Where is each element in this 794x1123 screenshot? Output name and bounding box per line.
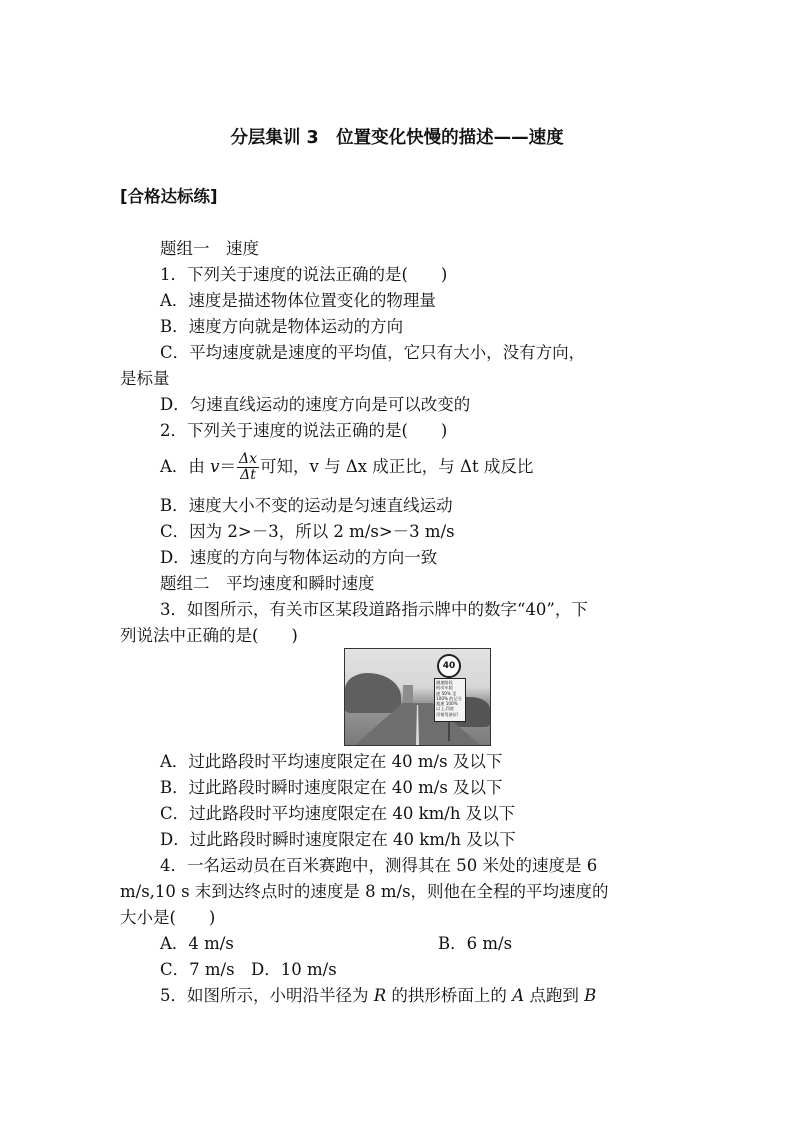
- question-4: 4．一名运动员在百米赛跑中，测得其在 50 米处的速度是 6: [160, 856, 598, 875]
- question-5: [160, 985, 596, 1007]
- q1-option-c: C．平均速度就是速度的平均值，它只有大小，没有方向，: [160, 343, 586, 362]
- sign-line: 吊销驾驶证!: [436, 711, 459, 717]
- q4-option-b: B．6 m/s: [438, 934, 513, 953]
- sign-line: 100% 的记分: [436, 695, 462, 701]
- q2a-v: v: [210, 457, 220, 476]
- q1-option-c-cont: 是标量: [120, 369, 170, 388]
- question-2: 2．下列关于速度的说法正确的是( ): [160, 421, 448, 440]
- question-4-cont2: 大小是( ): [120, 908, 216, 927]
- q5-text-1: 5．如图所示，小明沿半径为: [160, 986, 374, 1005]
- question-3-cont: 列说法中正确的是( ): [120, 626, 298, 645]
- q5-point-a: A: [512, 986, 525, 1005]
- q3-option-d: D．过此路段时瞬时速度限定在 40 km/h 及以下: [160, 830, 516, 849]
- fraction-numerator: Δx: [239, 451, 258, 467]
- q5-text-3: 点跑到: [524, 986, 585, 1005]
- q2-option-b: B．速度大小不变的运动是匀速直线运动: [160, 496, 453, 515]
- fraction-denominator: Δt: [240, 467, 256, 483]
- sign-line: 测速路段: [436, 680, 453, 685]
- q2a-suffix: 可知，v 与 Δx 成正比，与 Δt 成反比: [260, 457, 534, 476]
- sign-line: 机动车超: [436, 685, 453, 691]
- q5-radius: R: [373, 986, 387, 1005]
- question-1: 1．下列关于速度的说法正确的是( ): [160, 265, 448, 284]
- q2a-eq: ＝: [219, 457, 236, 476]
- sign-line: 超速 100%: [436, 701, 458, 707]
- group-heading-1: 题组一 速度: [160, 239, 259, 258]
- delta-fraction: [237, 452, 259, 483]
- q1-option-a: A．速度是描述物体位置变化的物理量: [160, 291, 436, 310]
- q2-option-c: C．因为 2>－3，所以 2 m/s>－3 m/s: [160, 522, 455, 541]
- question-4-cont: m/s,10 s 末到达终点时的速度是 8 m/s，则他在全程的平均速度的: [120, 882, 609, 901]
- q4-options-cd: C．7 m/s D．10 m/s: [160, 960, 337, 979]
- group-heading-2: 题组二 平均速度和瞬时速度: [160, 574, 375, 593]
- photo-trees-left: [345, 673, 401, 713]
- q1-option-d: D．匀速直线运动的速度方向是可以改变的: [160, 395, 471, 414]
- q1-option-b: B．速度方向就是物体运动的方向: [160, 317, 404, 336]
- q3-option-c: C．过此路段时平均速度限定在 40 km/h 及以下: [160, 804, 516, 823]
- q3-option-b: B．过此路段时瞬时速度限定在 40 m/s 及以下: [160, 778, 503, 797]
- q2-option-d: D．速度的方向与物体运动的方向一致: [160, 548, 438, 567]
- sign-line: 以上,罚款: [436, 706, 455, 712]
- sign-line: 速 50% 至: [436, 690, 457, 696]
- q4-option-a: A．4 m/s: [160, 934, 234, 953]
- q2a-prefix: A．由: [160, 457, 211, 476]
- question-3: 3．如图所示，有关市区某段道路指示牌中的数字“40”，下: [160, 600, 588, 619]
- q2-option-a: [160, 449, 533, 485]
- q5-text-2: 的拱形桥面上的: [386, 986, 513, 1005]
- page-title: 分层集训 3 位置变化快慢的描述——速度: [230, 128, 564, 148]
- q5-point-b: B: [584, 986, 597, 1005]
- sign-board: [434, 678, 466, 722]
- road-sign-photo: [344, 648, 491, 746]
- section-heading: [合格达标练]: [120, 187, 218, 206]
- speed-limit-sign: 40: [437, 654, 461, 678]
- q3-option-a: A．过此路段时平均速度限定在 40 m/s 及以下: [160, 752, 503, 771]
